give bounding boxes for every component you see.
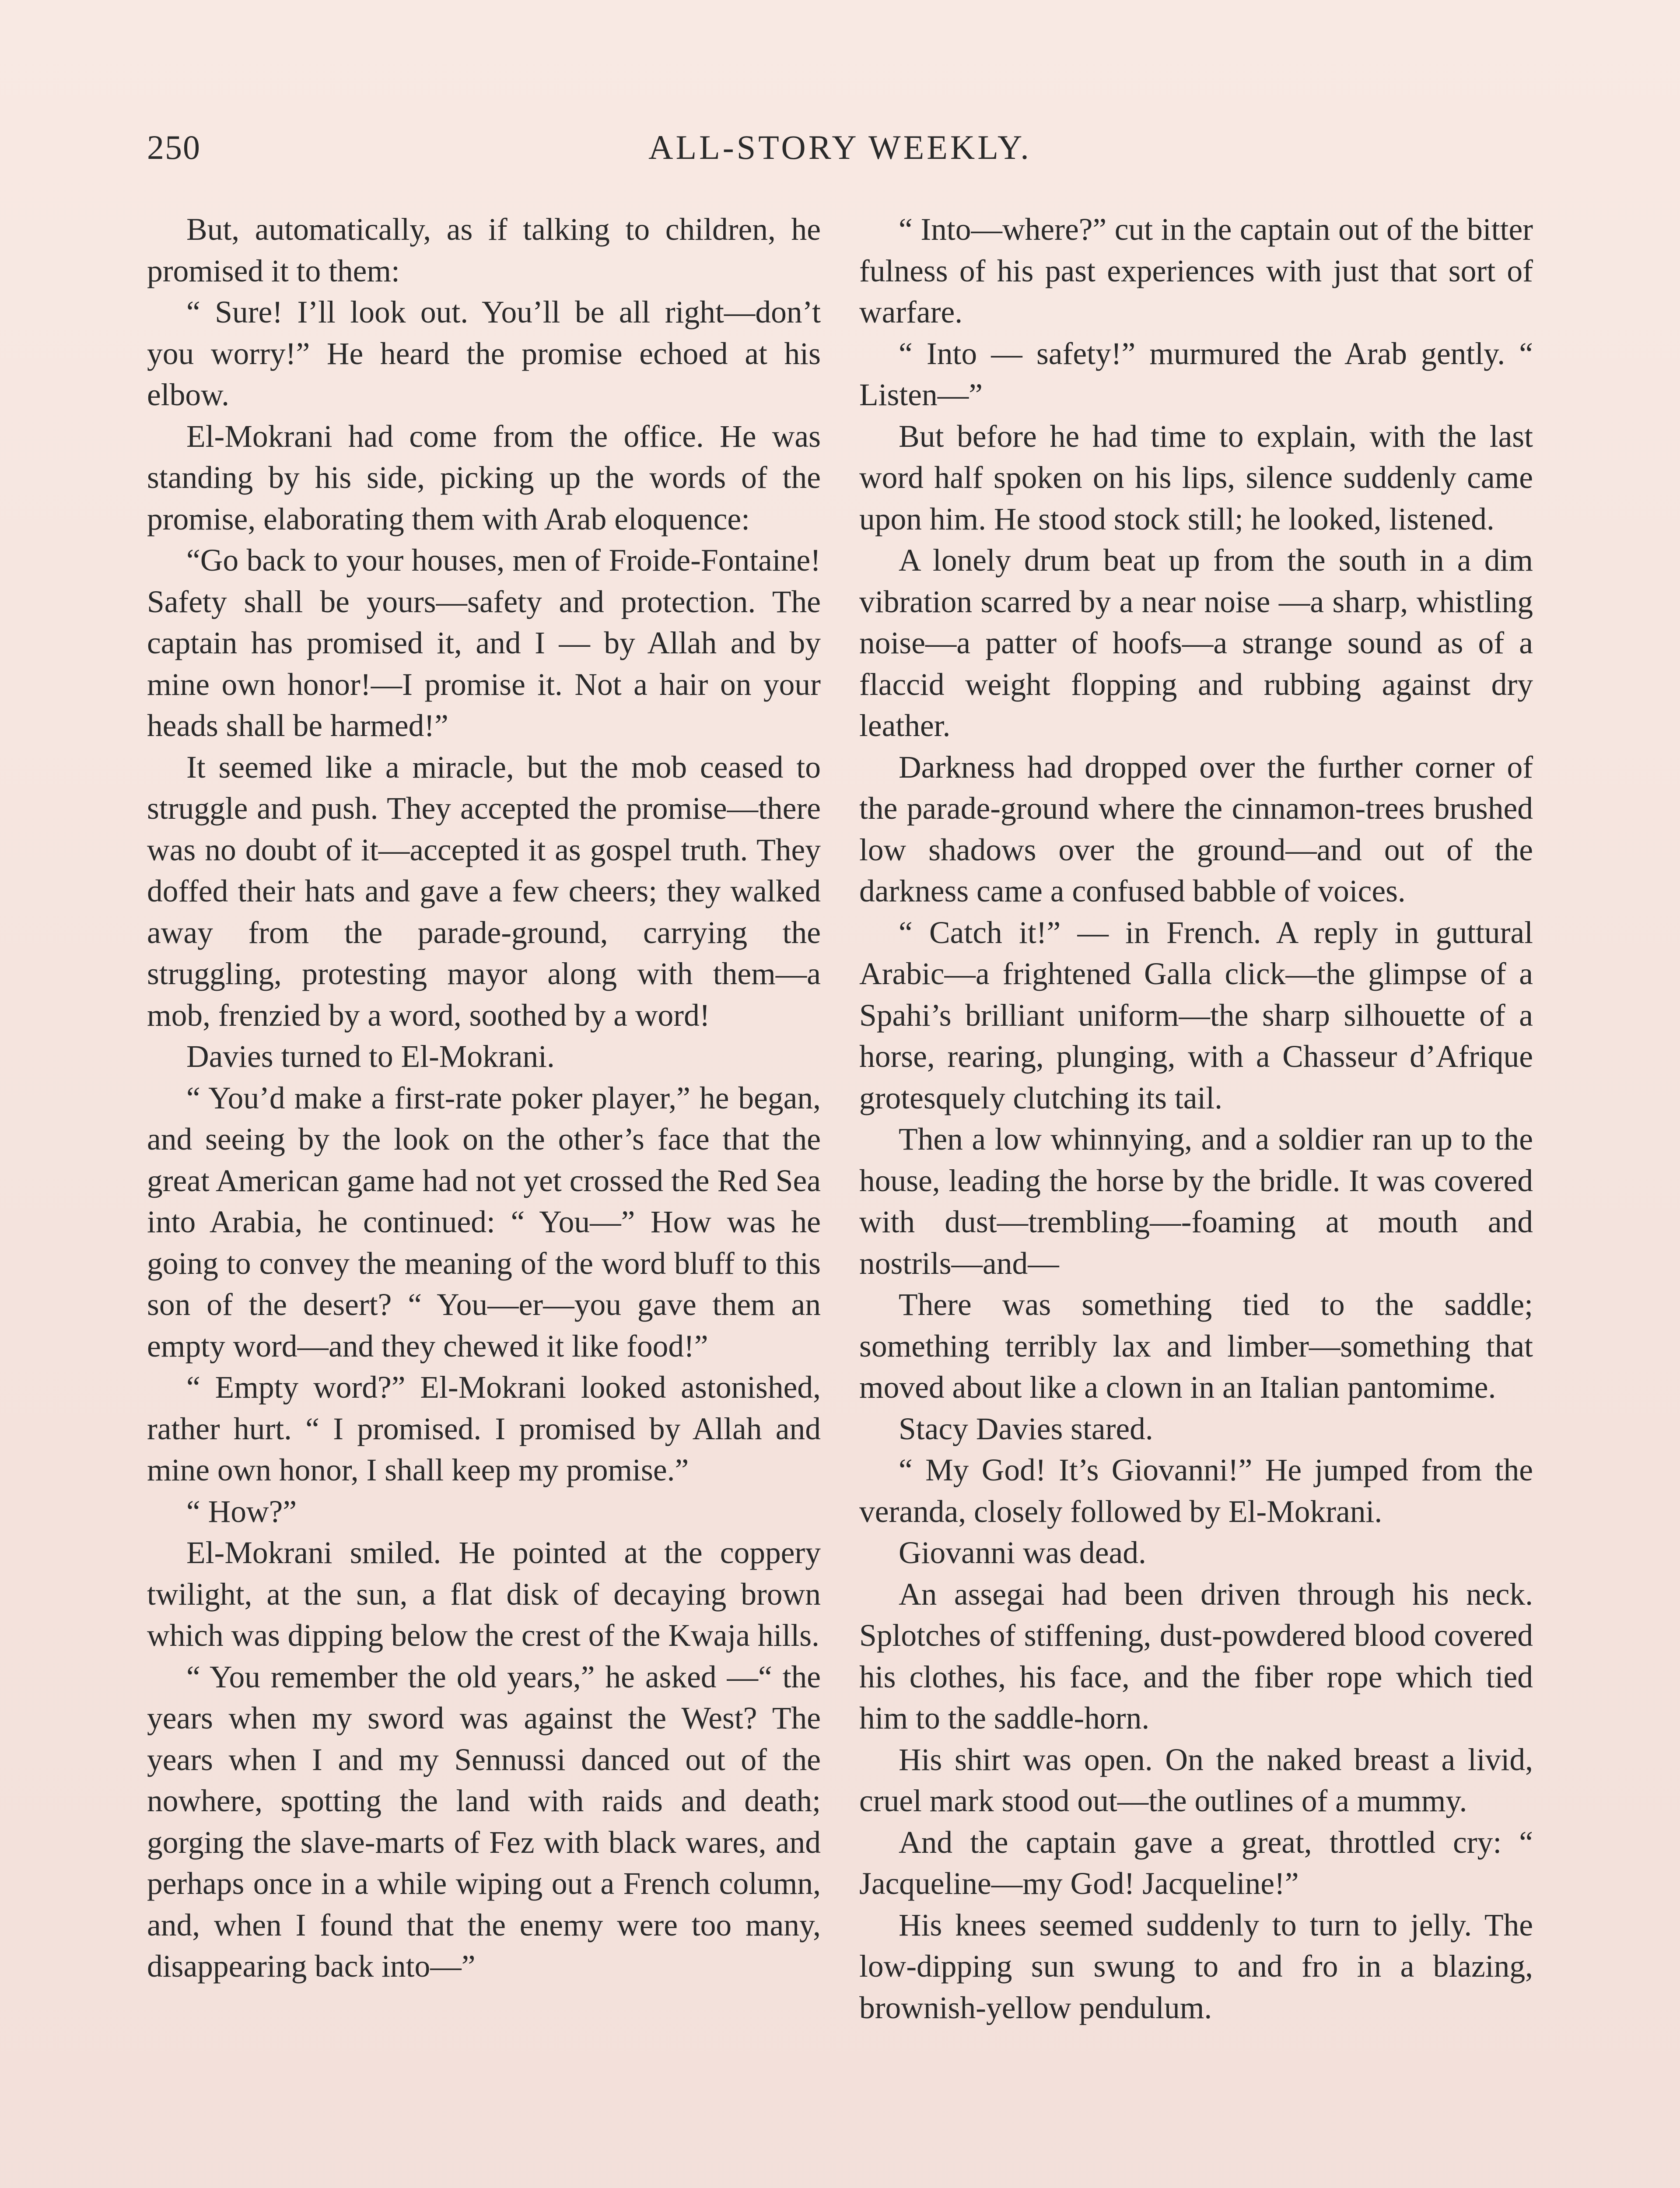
paragraph: Darkness had dropped over the further corner of the parade-ground where the cinnamon-trees brushed low shadows over the ground—and out of the darkness came a confused babble of voices. [859,750,1533,908]
paragraph: There was something tied to the saddle; something terribly lax and limber—something that moved about like a clown in an Italian pantomime. [859,1287,1533,1405]
paragraph: “ You’d make a first-rate poker player,” he began, and seeing by the look on the other’s face that the great American game had not yet crossed the Red Sea into Arabia, he continued: “ You—” How was he going to convey the meaning of the word bluff to this son of the desert? “ You—er—you gave them an empty word—and they chewed it like food!” [147,1080,821,1364]
paragraph: Then a low whinnying, and a soldier ran up to the house, leading the horse by the bridle. It was covered with dust—trembling—-foaming at mouth and nostrils—and— [859,1122,1533,1281]
paragraph: El-Mokrani smiled. He pointed at the coppery twilight, at the sun, a flat disk of decaying brown which was dipping below the crest of the Kwaja hills. [147,1536,821,1653]
paragraph: But before he had time to explain, with the last word half spoken on his lips, silence suddenly came upon him. He stood stock still; he looked, listened. [859,419,1533,536]
paragraph: But, automatically, as if talking to children, he promised it to them: [147,212,821,288]
paragraph: “ My God! It’s Giovanni!” He jumped from the veranda, closely followed by El-Mokrani. [859,1453,1533,1529]
page-header [147,128,1533,176]
paragraph: And the captain gave a great, throttled cry: “ Jacqueline—my God! Jacqueline!” [859,1825,1533,1901]
paragraph: “ How?” [186,1494,297,1529]
paragraph: His shirt was open. On the naked breast a livid, cruel mark stood out—the outlines of a mummy. [859,1742,1533,1818]
paragraph: “ Into — safety!” murmured the Arab gently. “ Listen—” [859,336,1533,412]
paragraph: A lonely drum beat up from the south in a dim vibration scarred by a near noise —a sharp, whistling noise—a patter of hoofs—a strange sound as of a flaccid weight flopping and rubbing against dry leather. [859,543,1533,743]
paragraph: Davies turned to El-Mokrani. [186,1039,555,1074]
paragraph: It seemed like a miracle, but the mob ceased to struggle and push. They accepted the promise—there was no doubt of it—accepted it as gospel truth. They doffed their hats and gave a few cheers; they walked away from the parade-ground, carrying the struggling, protesting mayor along with them—a mob, frenzied by a word, soothed by a word! [147,750,821,1033]
paragraph: “Go back to your houses, men of Froide-Fontaine! Safety shall be yours—safety and protection. The captain has promised it, and I — by Allah and by mine own honor!—I promise it. Not a hair on your heads shall be harmed!” [147,543,821,743]
page-number: 250 [147,128,201,166]
left-text-column [147,209,821,1988]
paragraph: “ Sure! I’ll look out. You’ll be all right—don’t you worry!” He heard the promise echoed at his elbow. [147,295,821,412]
paragraph: “ Into—where?” cut in the captain out of the bitter fulness of his past experiences with just that sort of warfare. [859,212,1533,330]
paragraph: El-Mokrani had come from the office. He was standing by his side, picking up the words of the promise, elaborating them with Arab eloquence: [147,419,821,536]
paragraph: “ Empty word?” El-Mokrani looked astonished, rather hurt. “ I promised. I promised by Allah and mine own honor, I shall keep my promise.” [147,1370,821,1487]
paragraph: Stacy Davies stared. [899,1411,1153,1446]
paragraph: His knees seemed suddenly to turn to jelly. The low-dipping sun swung to and fro in a blazing, brownish-yellow pendulum. [859,1907,1533,2025]
paragraph: “ Catch it!” — in French. A reply in guttural Arabic—a frightened Galla click—the glimpse of a Spahi’s brilliant uniform—the sharp silhouette of a horse, rearing, plunging, with a Chasseur d’Afrique grotesquely clutching its tail. [859,915,1533,1115]
right-text-column [859,209,1533,2029]
paragraph: An assegai had been driven through his neck. Splotches of stiffening, dust-powdered blood covered his clothes, his face, and the fiber rope which tied him to the saddle-horn. [859,1577,1533,1736]
paragraph: Giovanni was dead. [899,1536,1146,1570]
paragraph: “ You remember the old years,” he asked —“ the years when my sword was against the West? The years when I and my Sennussi danced out of the nowhere, spotting the land with raids and death; gorging the slave-marts of Fez with black wares, and perhaps once in a while wiping out a French column, and, when I found that the enemy were too many, disappearing back into—” [147,1659,821,1984]
running-title: ALL-STORY WEEKLY. [648,128,1032,166]
